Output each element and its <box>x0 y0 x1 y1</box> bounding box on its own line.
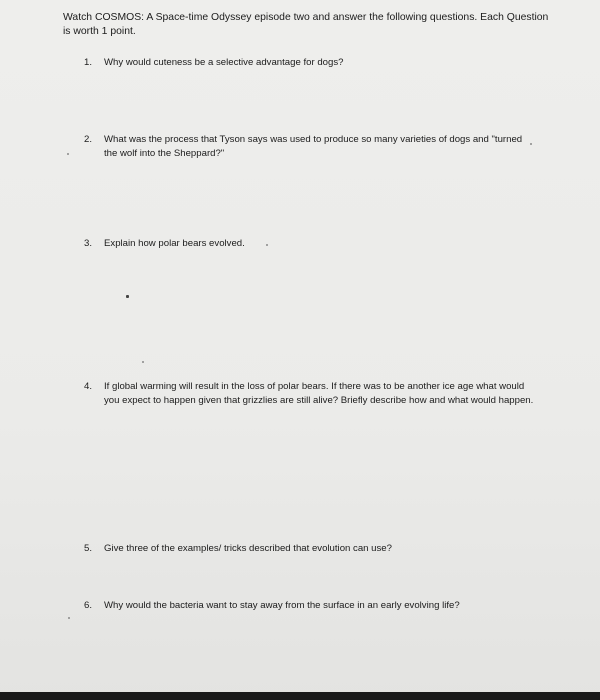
question-3 <box>84 237 534 251</box>
question-5 <box>84 542 534 556</box>
paper-speck <box>530 143 532 145</box>
question-text: Explain how polar bears evolved. <box>104 238 245 249</box>
question-text: Give three of the examples/ tricks described that evolution can use? <box>104 543 392 554</box>
question-text: Why would cuteness be a selective advantage for dogs? <box>104 57 344 68</box>
paper-speck <box>68 617 70 619</box>
question-number: 6. <box>84 600 93 611</box>
question-number: 3. <box>84 238 93 249</box>
question-text: If global warming will result in the loss of polar bears. If there was to be another ice age what would you expect to happen given that grizzlies are still alive? Briefly describe how and what would happen. <box>104 381 534 406</box>
question-2 <box>84 133 534 160</box>
question-number: 4. <box>84 381 93 392</box>
question-number: 2. <box>84 134 93 145</box>
paper-speck <box>67 153 69 155</box>
question-number: 5. <box>84 543 93 554</box>
question-text: Why would the bacteria want to stay away from the surface in an early evolving life? <box>104 600 460 611</box>
question-4 <box>84 380 534 407</box>
question-text: What was the process that Tyson says was used to produce so many varieties of dogs and "turned the wolf into the Sheppard?" <box>104 134 523 159</box>
paper-speck <box>266 244 268 246</box>
paper-speck <box>142 361 144 363</box>
question-number: 1. <box>84 57 93 68</box>
question-1 <box>84 56 534 70</box>
question-6 <box>84 599 534 613</box>
desk-edge <box>0 692 600 700</box>
paper-speck <box>126 295 129 298</box>
instructions: Watch COSMOS: A Space-time Odyssey episode two and answer the following questions. Each Question is worth 1 point. <box>63 12 549 37</box>
